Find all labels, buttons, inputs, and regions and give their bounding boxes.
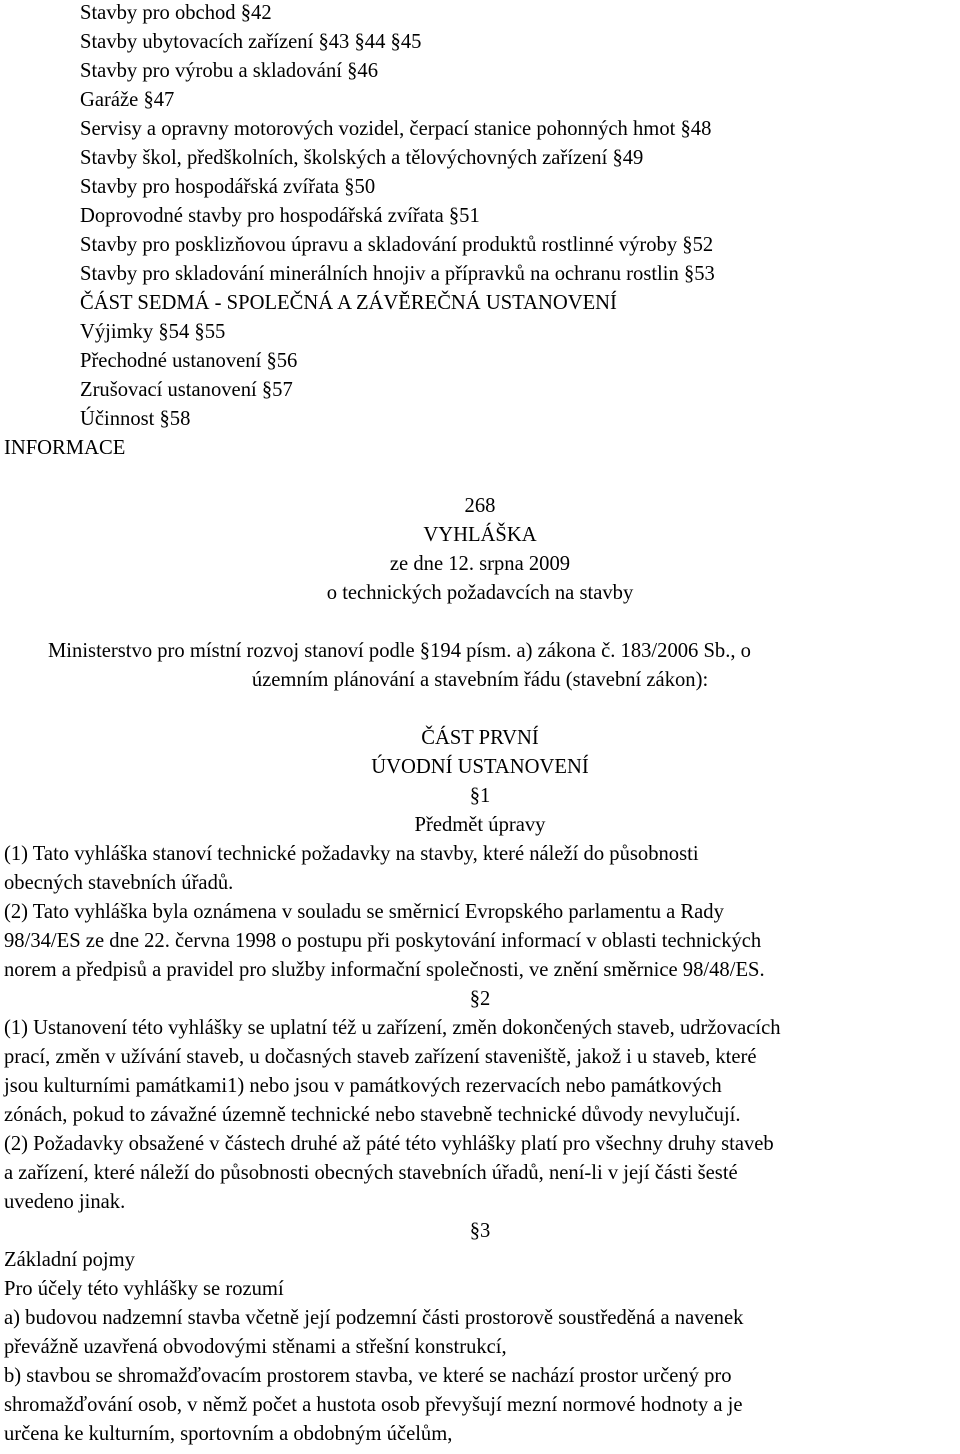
paragraph-line: a zařízení, které náleží do působnosti obecných stavebních úřadů, není-li v její části šesté [4, 1162, 738, 1184]
intro-paragraph [0, 637, 960, 695]
decree-type: VYHLÁŠKA [423, 524, 537, 546]
paragraph-line: zónách, pokud to závažné územně technické nebo stavebně technické důvody nevylučují. [4, 1104, 741, 1126]
paragraph-line: (2) Požadavky obsažené v částech druhé až páté této vyhlášky platí pro všechny druhy staveb [4, 1133, 774, 1155]
paragraph-line: norem a předpisů a pravidel pro služby informační společnosti, ve znění směrnice 98/48/ES. [4, 959, 765, 981]
paragraph-line: obecných stavebních úřadů. [4, 872, 234, 894]
section-heading: Základní pojmy [4, 1249, 135, 1271]
toc-item: Výjimky §54 §55 [80, 321, 226, 343]
decree-date: ze dne 12. srpna 2009 [389, 553, 571, 575]
toc-item: Stavby ubytovacích zařízení §43 §44 §45 [80, 31, 422, 53]
section-1 [0, 782, 960, 985]
paragraph-line: (1) Tato vyhláška stanoví technické požadavky na stavby, které náleží do působnosti [4, 843, 699, 865]
decree-number: 268 [464, 495, 496, 517]
paragraph-line: prací, změn v užívání staveb, u dočasných staveb zařízení staveniště, jakož i u staveb, které [4, 1046, 757, 1068]
toc-item: Stavby pro hospodářská zvířata §50 [80, 176, 376, 198]
spacer [0, 463, 960, 492]
toc-item: Přechodné ustanovení §56 [80, 350, 298, 372]
section-mark: §2 [469, 988, 491, 1010]
toc-item: Stavby pro posklizňovou úpravu a skladování produktů rostlinné výroby §52 [80, 234, 714, 256]
decree-header [0, 492, 960, 608]
decree-subject: o technických požadavcích na stavby [326, 582, 634, 604]
table-of-contents [0, 0, 960, 463]
paragraph-line: Pro účely této vyhlášky se rozumí [4, 1278, 284, 1300]
section-2 [0, 985, 960, 1217]
part-title: ČÁST PRVNÍ [421, 727, 539, 749]
spacer [0, 695, 960, 724]
toc-item: Stavby pro skladování minerálních hnojiv a přípravků na ochranu rostlin §53 [80, 263, 715, 285]
intro-line: Ministerstvo pro místní rozvoj stanoví podle §194 písm. a) zákona č. 183/2006 Sb., o [48, 640, 751, 662]
paragraph-line: (2) Tato vyhláška byla oznámena v souladu se směrnicí Evropského parlamentu a Rady [4, 901, 724, 923]
toc-item: Stavby pro výrobu a skladování §46 [80, 60, 378, 82]
paragraph-line: určena ke kulturním, sportovním a obdobným účelům, [4, 1423, 453, 1445]
paragraph-line: jsou kulturními památkami1) nebo jsou v památkových rezervacích nebo památkových [4, 1075, 722, 1097]
paragraph-line: shromažďování osob, v němž počet a hustota osob převyšují mezní normové hodnoty a je [4, 1394, 743, 1416]
toc-item: Garáže §47 [80, 89, 175, 111]
section-heading: Předmět úpravy [414, 814, 546, 836]
part-one-heading [0, 724, 960, 782]
section-mark: §3 [469, 1220, 491, 1242]
paragraph-line: 98/34/ES ze dne 22. června 1998 o postupu při poskytování informací v oblasti technických [4, 930, 762, 952]
paragraph-line: uvedeno jinak. [4, 1191, 126, 1213]
paragraph-line: a) budovou nadzemní stavba včetně její podzemní části prostorově soustředěná a navenek [4, 1307, 744, 1329]
intro-line: územním plánování a stavebním řádu (stavební zákon): [251, 669, 709, 691]
toc-item: Doprovodné stavby pro hospodářská zvířata §51 [80, 205, 480, 227]
toc-item: Zrušovací ustanovení §57 [80, 379, 293, 401]
toc-item: Servisy a opravny motorových vozidel, čerpací stanice pohonných hmot §48 [80, 118, 712, 140]
section-mark: §1 [469, 785, 491, 807]
part-subtitle: ÚVODNÍ USTANOVENÍ [371, 756, 589, 778]
informace-heading: INFORMACE [4, 437, 126, 459]
paragraph-line: převážně uzavřená obvodovými stěnami a střešní konstrukcí, [4, 1336, 507, 1358]
section-3 [0, 1217, 960, 1449]
paragraph-line: (1) Ustanovení této vyhlášky se uplatní též u zařízení, změn dokončených staveb, udržovacích [4, 1017, 781, 1039]
spacer [0, 608, 960, 637]
toc-item: Stavby škol, předškolních, školských a tělovýchovných zařízení §49 [80, 147, 644, 169]
toc-item: Stavby pro obchod §42 [80, 2, 272, 24]
toc-part-heading: ČÁST SEDMÁ - SPOLEČNÁ A ZÁVĚREČNÁ USTANOVENÍ [80, 292, 617, 314]
paragraph-line: b) stavbou se shromažďovacím prostorem stavba, ve které se nachází prostor určený pro [4, 1365, 732, 1387]
toc-item: Účinnost §58 [80, 408, 191, 430]
